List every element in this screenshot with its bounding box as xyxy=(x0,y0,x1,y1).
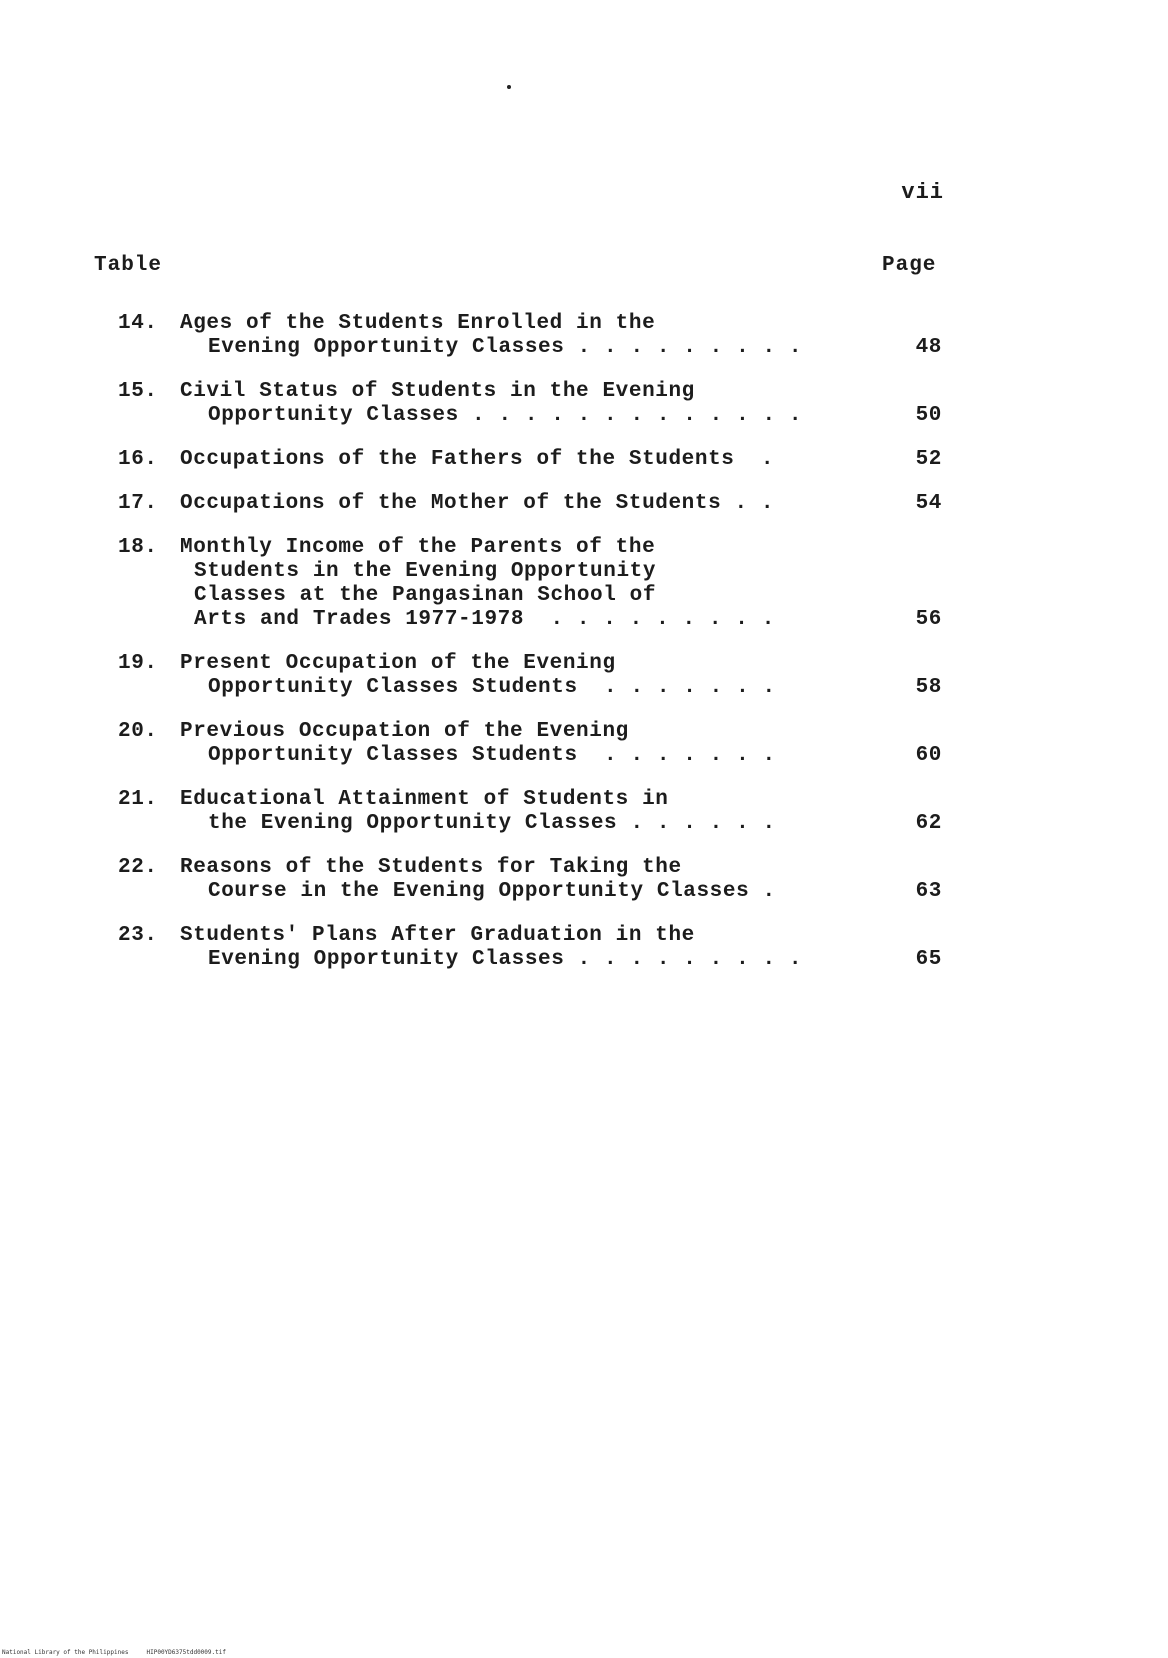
table-page-number: 52 xyxy=(915,448,942,471)
table-title-line: Evening Opportunity Classes . . . . . . . . . xyxy=(208,948,803,971)
table-title-line: Ages of the Students Enrolled in the xyxy=(180,312,656,335)
table-entry xyxy=(118,380,942,428)
table-page-number: 56 xyxy=(915,608,942,631)
table-title-line: Monthly Income of the Parents of the xyxy=(180,536,656,559)
table-entry xyxy=(118,312,942,360)
table-title xyxy=(180,720,942,768)
table-title-line: Arts and Trades 1977-1978 . . . . . . . . . xyxy=(194,608,775,631)
table-title-line: Reasons of the Students for Taking the xyxy=(180,856,682,879)
table-number: 21. xyxy=(118,788,158,811)
table-title xyxy=(180,536,942,632)
table-title-line: Present Occupation of the Evening xyxy=(180,652,616,675)
table-entry xyxy=(118,720,942,768)
table-entry xyxy=(118,536,942,632)
table-title-line: Evening Opportunity Classes . . . . . . . . . xyxy=(208,336,803,359)
table-title-line: Opportunity Classes Students . . . . . . . xyxy=(208,676,776,699)
table-title-line: Opportunity Classes Students . . . . . . . xyxy=(208,744,776,767)
table-title-line: Occupations of the Mother of the Students . . xyxy=(180,492,775,515)
footer-source: National Library of the Philippines xyxy=(2,1649,129,1656)
table-page-number: 60 xyxy=(915,744,942,767)
table-title xyxy=(180,380,942,428)
table-title-line: the Evening Opportunity Classes . . . . . . xyxy=(208,812,776,835)
table-title-line: Occupations of the Fathers of the Students . xyxy=(180,448,775,471)
table-number: 18. xyxy=(118,536,158,559)
footer-file: HIP00YD6375tdd0009.tif xyxy=(146,1649,226,1656)
table-title-line: Educational Attainment of Students in xyxy=(180,788,669,811)
table-title-line: Previous Occupation of the Evening xyxy=(180,720,629,743)
table-number: 22. xyxy=(118,856,158,879)
table-number: 16. xyxy=(118,448,158,471)
table-column-header: Table xyxy=(94,254,163,277)
table-title xyxy=(180,856,942,904)
table-title-line: Students in the Evening Opportunity xyxy=(194,560,657,583)
table-entry xyxy=(118,492,942,516)
table-page-number: 54 xyxy=(915,492,942,515)
table-title-line: Civil Status of Students in the Evening xyxy=(180,380,695,403)
table-title xyxy=(180,788,942,836)
table-entry xyxy=(118,652,942,700)
table-number: 17. xyxy=(118,492,158,515)
table-title xyxy=(180,492,942,516)
table-entry xyxy=(118,448,942,472)
table-title-line: Students' Plans After Graduation in the xyxy=(180,924,695,947)
table-page-number: 65 xyxy=(915,948,942,971)
page-number: vii xyxy=(901,180,944,205)
table-entry xyxy=(118,788,942,836)
table-title xyxy=(180,652,942,700)
table-title-line: Classes at the Pangasinan School of xyxy=(194,584,657,607)
table-entry xyxy=(118,856,942,904)
table-number: 19. xyxy=(118,652,158,675)
table-number: 20. xyxy=(118,720,158,743)
table-page-number: 63 xyxy=(915,880,942,903)
table-number: 15. xyxy=(118,380,158,403)
table-title xyxy=(180,448,942,472)
table-title xyxy=(180,924,942,972)
table-entry xyxy=(118,924,942,972)
table-title xyxy=(180,312,942,360)
table-page-number: 48 xyxy=(915,336,942,359)
table-title-line: Course in the Evening Opportunity Classes . xyxy=(208,880,776,903)
scan-footer xyxy=(2,1649,226,1656)
ink-speck xyxy=(507,85,511,89)
table-page-number: 50 xyxy=(915,404,942,427)
page-column-header: Page xyxy=(882,254,937,277)
list-of-tables xyxy=(118,312,942,972)
table-number: 14. xyxy=(118,312,158,335)
table-title-line: Opportunity Classes . . . . . . . . . . . . . xyxy=(208,404,803,427)
table-page-number: 58 xyxy=(915,676,942,699)
table-number: 23. xyxy=(118,924,158,947)
table-page-number: 62 xyxy=(915,812,942,835)
